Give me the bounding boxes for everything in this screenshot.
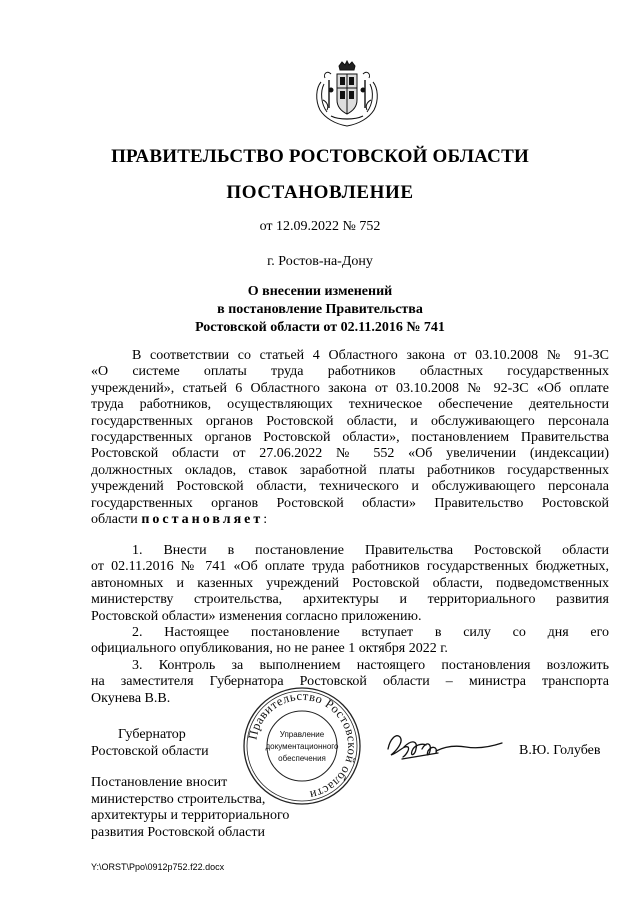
- seal-ring-text: Правительство Ростовской области: [245, 688, 360, 803]
- item-2-line: 2. Настоящее постановление вступает в силу со дня его: [132, 624, 609, 640]
- resolves-word: постановляет: [141, 511, 264, 527]
- seal-center-line: документационного: [265, 742, 339, 751]
- signatory-title-line: Ростовской области: [91, 744, 209, 759]
- contribution-line: министерство строительства,: [91, 791, 266, 807]
- contribution-line: Постановление вносит: [91, 775, 228, 790]
- item-1-line: 1. Внести в постановление Правительства Ростовской области: [132, 543, 609, 558]
- item-1-line: от 02.11.2016 № 741 «Об оплате труда работников государственных бюджетных,: [91, 559, 609, 575]
- seal-center-line: обеспечения: [278, 754, 326, 763]
- seal-center-line: Управление: [279, 730, 325, 739]
- signatory-title-line: Губернатор: [118, 727, 186, 742]
- coat-of-arms-emblem: [311, 60, 383, 128]
- date-number-line: от 12.09.2022 № 752: [259, 219, 381, 234]
- preamble-line: учреждений», статьей 6 Областного закона от 03.10.2008 № 92-ЗС «Об оплате: [91, 380, 609, 396]
- subject-line: в постановление Правительства: [217, 302, 423, 317]
- document-subject: [0, 283, 640, 337]
- preamble-line: государственных органов Ростовской области, и обслуживающего персонала: [91, 413, 609, 429]
- item-1-line: автономных и казенных учреждений Ростовской области, подведомственных: [91, 575, 609, 591]
- preamble-last-line: [91, 512, 609, 528]
- preamble-line-prefix: области: [91, 511, 142, 527]
- preamble-line: труда работников, осуществляющих техническое обеспечение деятельности: [91, 397, 609, 413]
- preamble-line: «О системе оплаты труда работников областных государственных: [91, 364, 609, 380]
- preamble-line: государственных органов Ростовской области», постановлением Правительства: [91, 429, 609, 445]
- item-1-line: министерству строительства, архитектуры и территориального развития: [91, 592, 609, 608]
- preamble-line: Ростовской области от 27.06.2022 № 552 «Об увеличении (индексации): [91, 446, 609, 462]
- city-line: г. Ростов-на-Дону: [267, 254, 373, 269]
- signatory-title: [91, 726, 209, 760]
- signatory-name: В.Ю. Голубев: [519, 743, 601, 758]
- subject-line: Ростовской области от 02.11.2016 № 741: [195, 320, 445, 335]
- preamble-line-suffix: :: [263, 511, 268, 527]
- item-3-line: на заместителя Губернатора Ростовской области – министра транспорта: [91, 674, 609, 690]
- preamble-line: учреждений Ростовской области, технического и обслуживающего персонала: [91, 479, 609, 495]
- item-3-line: Окунева В.В.: [91, 690, 171, 706]
- preamble-line: должностных окладов, ставок заработной платы работников государственных: [91, 462, 609, 478]
- item-2-line: официального опубликования, но не ранее 1 октября 2022 г.: [91, 641, 448, 657]
- subject-line: О внесении изменений: [247, 284, 393, 299]
- organization-title: ПРАВИТЕЛЬСТВО РОСТОВСКОЙ ОБЛАСТИ: [111, 146, 529, 167]
- preamble-line: В соответствии со статьей 4 Областного закона от 03.10.2008 № 91-ЗС: [132, 348, 609, 363]
- contribution-line: развития Ростовской области: [91, 824, 265, 840]
- contributed-by-block: [91, 775, 289, 841]
- file-path-footer: Y:\ORST\Ppo\0912p752.f22.docx: [91, 862, 225, 872]
- preamble-paragraph: [91, 348, 609, 528]
- handwritten-signature: [382, 727, 507, 767]
- item-3-line: 3. Контроль за выполнением настоящего постановления возложить: [132, 657, 609, 673]
- preamble-line: государственных органов Ростовской области» Правительство Ростовской: [91, 495, 609, 511]
- item-1-line: Ростовской области» изменения согласно приложению.: [91, 608, 422, 624]
- contribution-line: архитектуры и территориального: [91, 808, 290, 823]
- document-type-title: ПОСТАНОВЛЕНИЕ: [226, 182, 414, 203]
